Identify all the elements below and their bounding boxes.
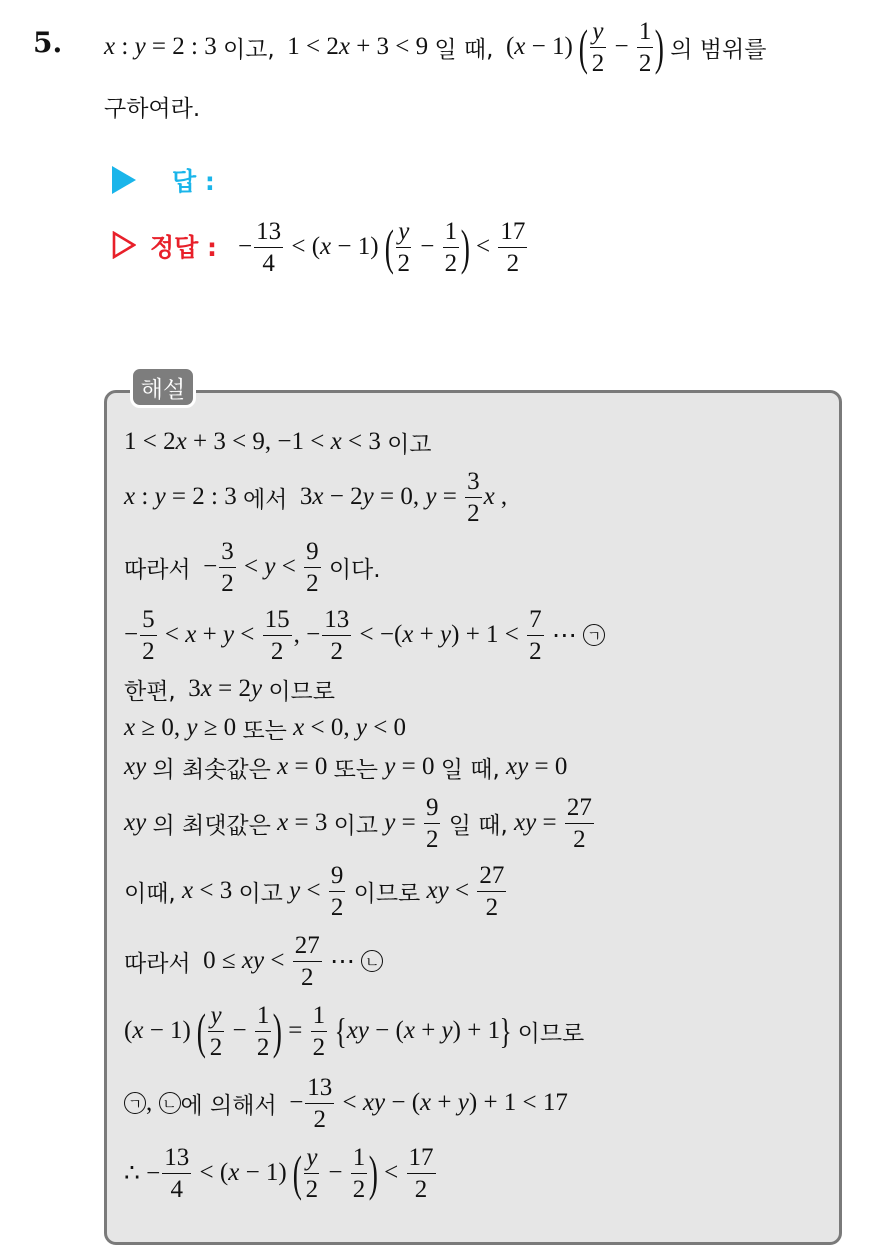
solution-tag: 해설 — [130, 366, 196, 408]
correct-answer-label: 정답 : — [150, 233, 218, 262]
solution-line-10: 따라서 0 ≤ xy < $\frac{27}{2}$ ⋯ ㄴ — [124, 930, 383, 992]
solution-line-11: ( x − 1) ( $\frac{y}{2}$ − $\frac{1}{2}$ ) = $\frac{1}{2}$ { xy − ( x + y ) + 1 } 이므로 — [124, 1001, 585, 1061]
question-text-1: 이고, — [222, 36, 275, 63]
sol-word: 이므로 — [268, 678, 335, 705]
sol-word: 에서 — [242, 486, 288, 513]
question-text-2: 일 때, — [434, 36, 494, 63]
circled-mark-1: ㄱ — [124, 1092, 146, 1114]
question-text-3: 의 범위를 — [670, 36, 767, 63]
answer-label: 답 : — [172, 167, 215, 196]
sol-word: 의 최댓값은 — [152, 812, 271, 839]
sol-word: 에 의해서 — [180, 1092, 277, 1119]
sol-word: 또는 — [333, 756, 379, 783]
question-line-1: x : y = 2 : 3 이고, 1 < 2 x + 3 < 9 일 때, ( x − 1) ( $\frac{y}{2}$ − $\frac{1}{2}$ ) 의 범위를 — [104, 17, 767, 77]
question-text-4: 구하여라. — [104, 96, 201, 122]
solution-line-3: 따라서 − $\frac{3}{2}$ < y < $\frac{9}{2}$ 이다. — [124, 537, 381, 597]
sol-word: 한편, — [124, 678, 176, 705]
correct-answer-arrow-icon — [112, 231, 136, 259]
sol-word: 이다. — [328, 556, 381, 583]
correct-answer-expression: − $\frac{13}{4}$ < ( x − 1) ( $\frac{y}{2}$ − $\frac{1}{2}$ ) < $\frac{17}{2}$ — [238, 217, 526, 277]
solution-line-8: xy 의 최댓값은 x = 3 이고 y = $\frac{9}{2}$ 일 때, xy = $\frac{27}{2}$ — [124, 793, 592, 853]
solution-line-4: − $\frac{5}{2}$ < x + y < $\frac{15}{2}$ , − $\frac{13}{2}$ < −( x + y ) + 1 < $\frac{7}{2}$ ⋯ ㄱ — [124, 604, 605, 666]
sol-word: 일 때, — [448, 812, 508, 839]
solution-line-12: ㄱ , ㄴ 에 의해서 − $\frac{13}{2}$ < xy − ( x + y ) + 1 < 17 — [124, 1072, 568, 1134]
sol-word: 따라서 — [124, 556, 191, 583]
solution-line-2: x : y = 2 : 3 에서 3 x − 2 y = 0, y = $\frac{3}{2}$ x , — [124, 467, 508, 527]
circled-mark-1: ㄱ — [583, 624, 605, 646]
solution-line-7: xy 의 최솟값은 x = 0 또는 y = 0 일 때, xy = 0 — [124, 750, 567, 784]
sol-word: 또는 — [242, 717, 287, 744]
sol-word: 이고 — [238, 880, 283, 907]
answer-arrow-icon — [112, 166, 136, 194]
solution-line-6: x ≥ 0, y ≥ 0 또는 x < 0, y < 0 — [124, 711, 406, 745]
question-number: 5. — [33, 26, 63, 59]
sol-word: 이므로 — [353, 880, 421, 907]
solution-line-9: 이때, x < 3 이고 y < $\frac{9}{2}$ 이므로 xy < $\frac{27}{2}$ — [124, 861, 505, 921]
sol-word: 따라서 — [124, 950, 191, 977]
circled-mark-2: ㄴ — [361, 950, 383, 972]
solution-line-5: 한편, 3 x = 2 y 이므로 — [124, 672, 335, 706]
sol-word: 이고 — [387, 431, 432, 458]
sol-word: 이므로 — [517, 1020, 585, 1047]
sol-word: 이때, — [124, 880, 176, 907]
circled-mark-2: ㄴ — [159, 1092, 181, 1114]
sol-word: 일 때, — [440, 756, 500, 783]
sol-word: 이고 — [333, 812, 379, 839]
question-line-2 — [104, 90, 200, 123]
solution-line-13: ∴ − $\frac{13}{4}$ < ( x − 1) ( $\frac{y}{2}$ − $\frac{1}{2}$ ) < $\frac{17}{2}$ — [124, 1143, 434, 1203]
solution-line-1: 1 < 2 x + 3 < 9, −1 < x < 3 이고 — [124, 424, 432, 460]
sol-word: 의 최솟값은 — [152, 756, 271, 783]
